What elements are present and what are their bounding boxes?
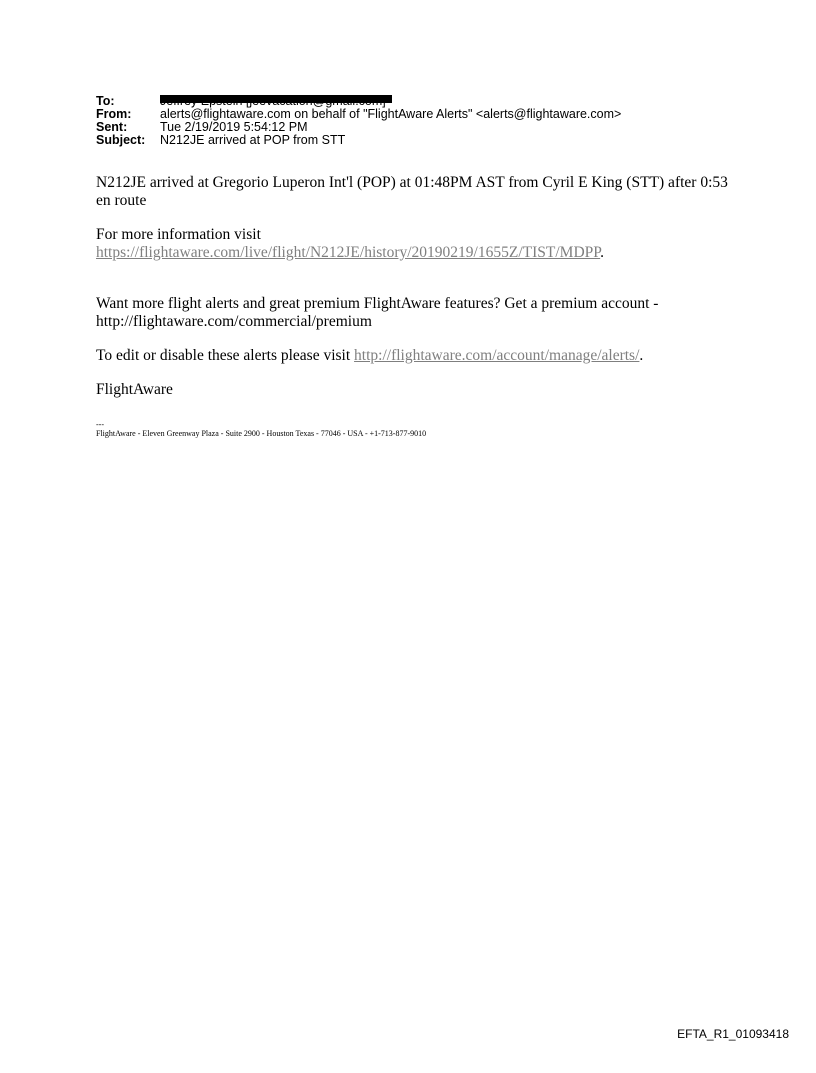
flight-history-link[interactable]: https://flightaware.com/live/flight/N212JE/history/20190219/1655Z/TIST/MDPP (96, 244, 601, 261)
footer-address: FlightAware - Eleven Greenway Plaza - Suite 2900 - Houston Texas - 77046 - USA - +1-713-877-9010 (96, 429, 427, 438)
subject-value: N212JE arrived at POP from STT (160, 133, 346, 147)
to-label: To: (96, 94, 115, 108)
redaction-bar (160, 95, 392, 103)
edit-alerts-period: . (639, 347, 644, 364)
footer-separator: --- (96, 420, 104, 429)
from-value: alerts@flightaware.com on behalf of "FlightAware Alerts" <alerts@flightaware.com> (160, 107, 622, 121)
email-body (96, 174, 736, 411)
more-info-period: . (600, 244, 605, 261)
subject-label: Subject: (96, 133, 146, 147)
manage-alerts-link[interactable]: http://flightaware.com/account/manage/alerts/ (354, 347, 640, 364)
edit-alerts-text: To edit or disable these alerts please visit (96, 347, 355, 364)
more-info-paragraph (96, 226, 736, 262)
edit-alerts-paragraph (96, 347, 736, 365)
arrival-message: N212JE arrived at Gregorio Luperon Int'l (POP) at 01:48PM AST from Cyril E King (STT) after 0:53 en route (96, 174, 728, 209)
more-info-text: For more information visit (96, 226, 261, 243)
email-footer (96, 420, 426, 438)
from-label: From: (96, 107, 132, 121)
sent-label: Sent: (96, 120, 128, 134)
signature: FlightAware (96, 381, 173, 398)
sent-value: Tue 2/19/2019 5:54:12 PM (160, 120, 308, 134)
document-id: EFTA_R1_01093418 (677, 1027, 789, 1041)
subject-row (96, 134, 621, 147)
premium-promo: Want more flight alerts and great premium FlightAware features? Get a premium account - http://flightaware.com/commercial/premium (96, 295, 659, 330)
